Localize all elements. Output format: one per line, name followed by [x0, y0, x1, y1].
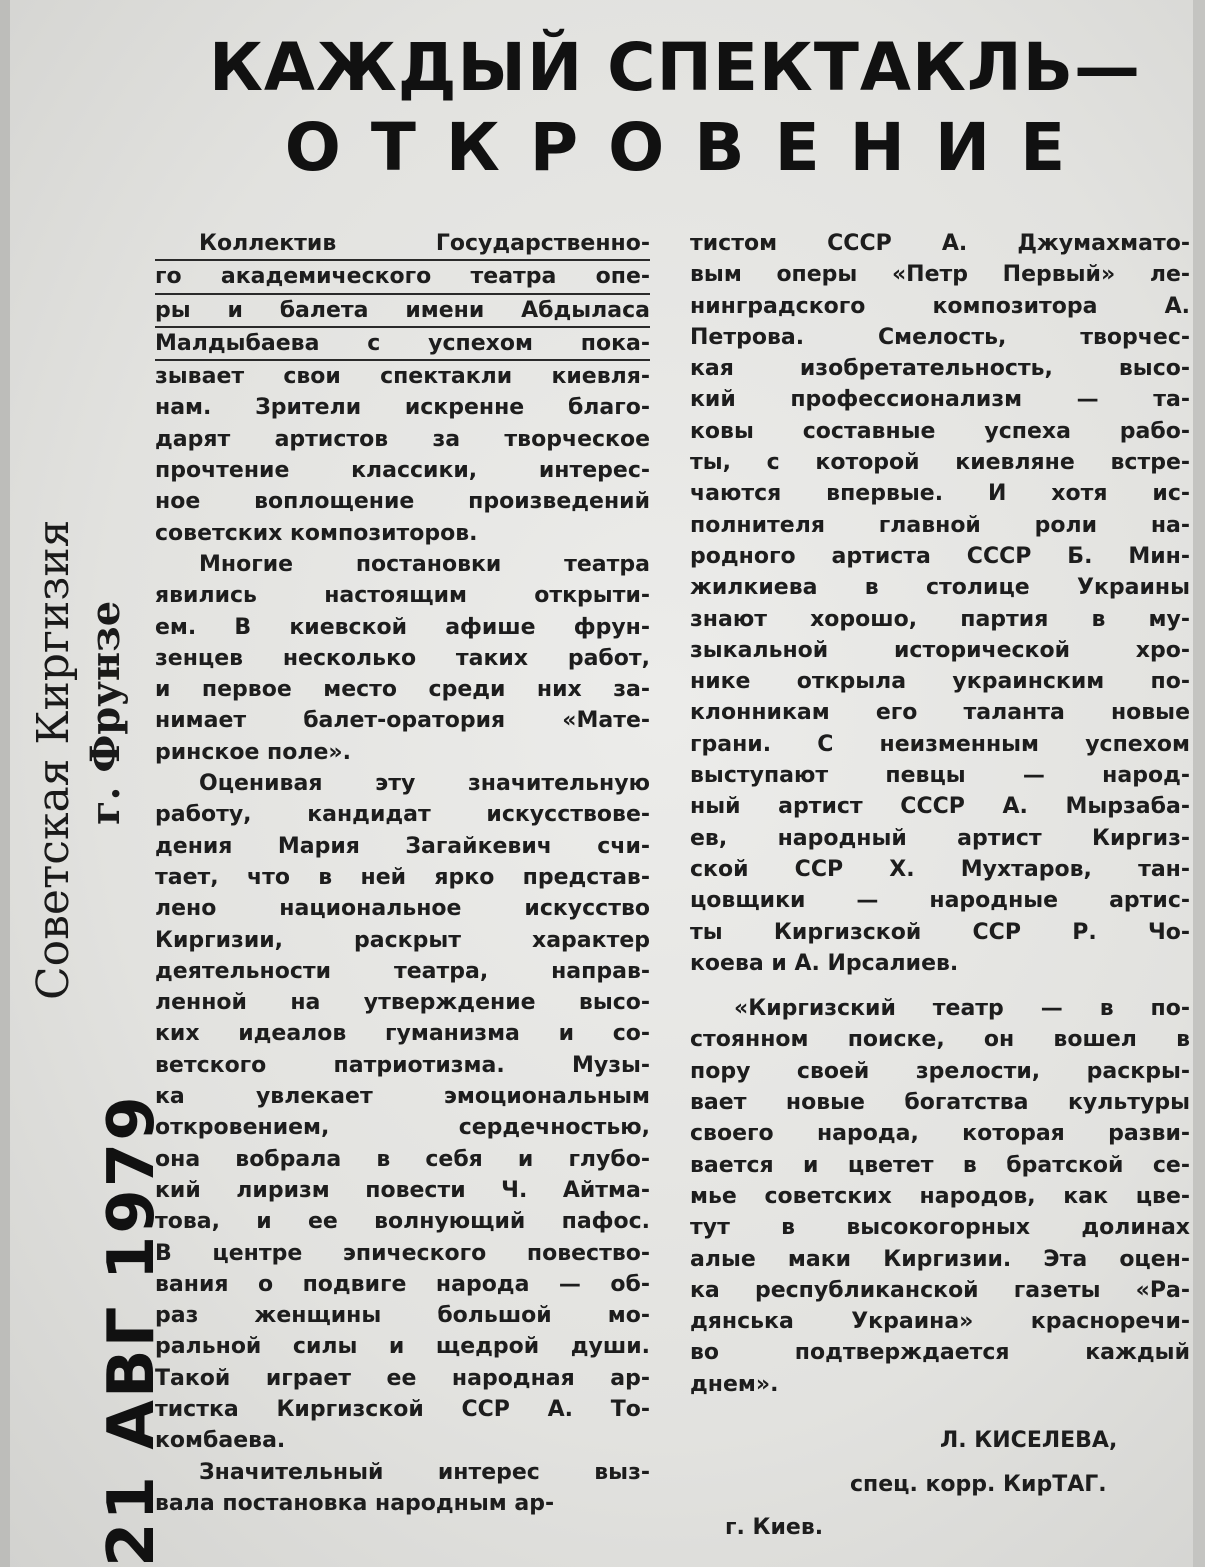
- article-left-column: [155, 228, 650, 1519]
- article-line: стоянном поиске, он вошел в: [690, 1027, 1190, 1053]
- article-line: она вобрала в себя и глубо-: [155, 1146, 650, 1172]
- article-line: Многие постановки театра: [199, 551, 650, 577]
- article-line: тистка Киргизской ССР А. То-: [155, 1396, 650, 1422]
- article-line: вания о подвиге народа — об-: [155, 1271, 650, 1297]
- article-line: зыкальной исторической хро-: [690, 637, 1190, 663]
- article-line: нинградского композитора А.: [690, 293, 1190, 319]
- article-line: това, и ее волнующий пафос.: [155, 1209, 650, 1235]
- article-line: нам. Зрители искренне благо-: [155, 395, 650, 421]
- article-line: кий лиризм повести Ч. Айтма-: [155, 1177, 650, 1203]
- article-line: зывает свои спектакли киевля-: [155, 364, 650, 390]
- author-name: Л. КИСЕЛЕВА,: [940, 1428, 1118, 1453]
- article-line: ской ССР Х. Мухтаров, тан-: [690, 856, 1190, 882]
- date-stamp: 21 АВГ 1979: [95, 1094, 169, 1567]
- article-line: своего народа, которая разви-: [690, 1121, 1190, 1147]
- article-line: мье советских народов, как цве-: [690, 1183, 1190, 1209]
- article-line: ты, с которой киевляне встре-: [690, 450, 1190, 476]
- article-line: вается и цветет в братской се-: [690, 1152, 1190, 1178]
- article-line: ка увлекает эмоциональным: [155, 1084, 650, 1110]
- article-line: ральной силы и щедрой души.: [155, 1334, 650, 1360]
- article-line: Оценивая эту значительную: [199, 771, 650, 797]
- article-line: Значительный интерес выз-: [199, 1459, 650, 1485]
- article-line: коева и А. Ирсалиев.: [690, 950, 959, 976]
- article-line: ринское поле».: [155, 739, 351, 765]
- article-line: вым оперы «Петр Первый» ле-: [690, 262, 1190, 288]
- article-line: чаются впервые. И хотя ис-: [690, 481, 1190, 507]
- article-line: тистом СССР А. Джумахмато-: [690, 231, 1190, 256]
- article-line: В центре эпического повество-: [155, 1240, 650, 1266]
- article-line: явились настоящим открыти-: [155, 583, 650, 609]
- headline-line-1: КАЖДЫЙ СПЕКТАКЛЬ—: [208, 29, 1142, 106]
- article-line: знают хорошо, партия в му-: [690, 606, 1190, 632]
- article-line: вала постановка народным ар-: [155, 1490, 555, 1516]
- article-line: ковы составные успеха рабо-: [690, 418, 1190, 444]
- article-line: дянська Украина» красноречи-: [690, 1309, 1190, 1335]
- article-line: ленной на утверждение высо-: [155, 990, 650, 1016]
- article-line: дения Мария Загайкевич счи-: [155, 833, 650, 859]
- stamp-city: г. Фрунзе: [82, 600, 129, 825]
- article-line: во подтверждается каждый: [690, 1340, 1190, 1366]
- article-line: жилкиева в столице Украины: [690, 575, 1190, 601]
- article-line: тут в высокогорных долинах: [690, 1215, 1190, 1241]
- article-line: ветского патриотизма. Музы-: [155, 1052, 650, 1078]
- article-line: ев, народный артист Киргиз-: [690, 825, 1190, 851]
- article-line: клонникам его таланта новые: [690, 700, 1190, 726]
- article-line: алые маки Киргизии. Эта оцен-: [690, 1246, 1190, 1272]
- article-line: зенцев несколько таких работ,: [155, 645, 650, 671]
- headline-line-2: ОТКРОВЕНИЕ: [284, 109, 1096, 186]
- article-line: деятельности театра, направ-: [155, 958, 650, 984]
- article-line: тает, что в ней ярко представ-: [155, 864, 650, 890]
- article-line: дарят артистов за творческое: [155, 426, 650, 452]
- article-line: комбаева.: [155, 1428, 286, 1454]
- article-line: нике открыла украинским по-: [690, 669, 1190, 695]
- article-line: полнителя главной роли на-: [690, 512, 1190, 538]
- article-line: ем. В киевской афише фрун-: [155, 614, 650, 640]
- dateline-location: г. Киев.: [725, 1515, 824, 1540]
- article-line: ких идеалов гуманизма и со-: [155, 1021, 650, 1047]
- article-line: Киргизии, раскрыт характер: [155, 927, 650, 953]
- article-line: нимает балет-оратория «Мате-: [155, 708, 650, 734]
- article-line: лено национальное искусство: [155, 896, 650, 922]
- article-line: го академического театра опе-: [155, 261, 650, 294]
- article-line: пору своей зрелости, раскры-: [690, 1058, 1190, 1084]
- article-line: ры и балета имени Абдыласа: [155, 295, 650, 328]
- article-right-column: [690, 228, 1190, 1400]
- paper-edge-left: [0, 0, 10, 1567]
- article-line: советских композиторов.: [155, 520, 478, 546]
- article-line: Коллектив Государственно-: [155, 228, 650, 261]
- article-line: Петрова. Смелость, творчес-: [690, 324, 1190, 350]
- newspaper-stamp: [28, 480, 129, 1000]
- article-line: и первое место среди них за-: [155, 677, 650, 703]
- article-line: вает новые богатства культуры: [690, 1090, 1190, 1116]
- article-line: выступают певцы — народ-: [690, 763, 1190, 789]
- article-line: цовщики — народные артис-: [690, 888, 1190, 914]
- stamp-newspaper-name: Советская Киргизия: [28, 519, 79, 1000]
- article-line: Малдыбаева с успехом пока-: [155, 328, 650, 361]
- author-title: спец. корр. КирТАГ.: [850, 1472, 1107, 1497]
- article-line: откровением, сердечностью,: [155, 1115, 650, 1141]
- article-line: ты Киргизской ССР Р. Чо-: [690, 919, 1190, 945]
- article-line: кий профессионализм — та-: [690, 387, 1190, 413]
- article-line: днем».: [690, 1371, 779, 1397]
- headline: [160, 28, 1190, 188]
- article-line: Такой играет ее народная ар-: [155, 1365, 650, 1391]
- article-line: работу, кандидат искусствове-: [155, 802, 650, 828]
- article-line: «Киргизский театр — в по-: [734, 996, 1190, 1022]
- paper-edge-right: [1193, 0, 1205, 1567]
- article-line: грани. С неизменным успехом: [690, 731, 1190, 757]
- article-line: прочтение классики, интерес-: [155, 458, 650, 484]
- article-line: кая изобретательность, высо-: [690, 356, 1190, 382]
- article-line: ка республиканской газеты «Ра-: [690, 1277, 1190, 1303]
- article-line: ный артист СССР А. Мырзаба-: [690, 794, 1190, 820]
- article-line: родного артиста СССР Б. Мин-: [690, 543, 1190, 569]
- article-line: ное воплощение произведений: [155, 489, 650, 515]
- article-line: раз женщины большой мо-: [155, 1303, 650, 1329]
